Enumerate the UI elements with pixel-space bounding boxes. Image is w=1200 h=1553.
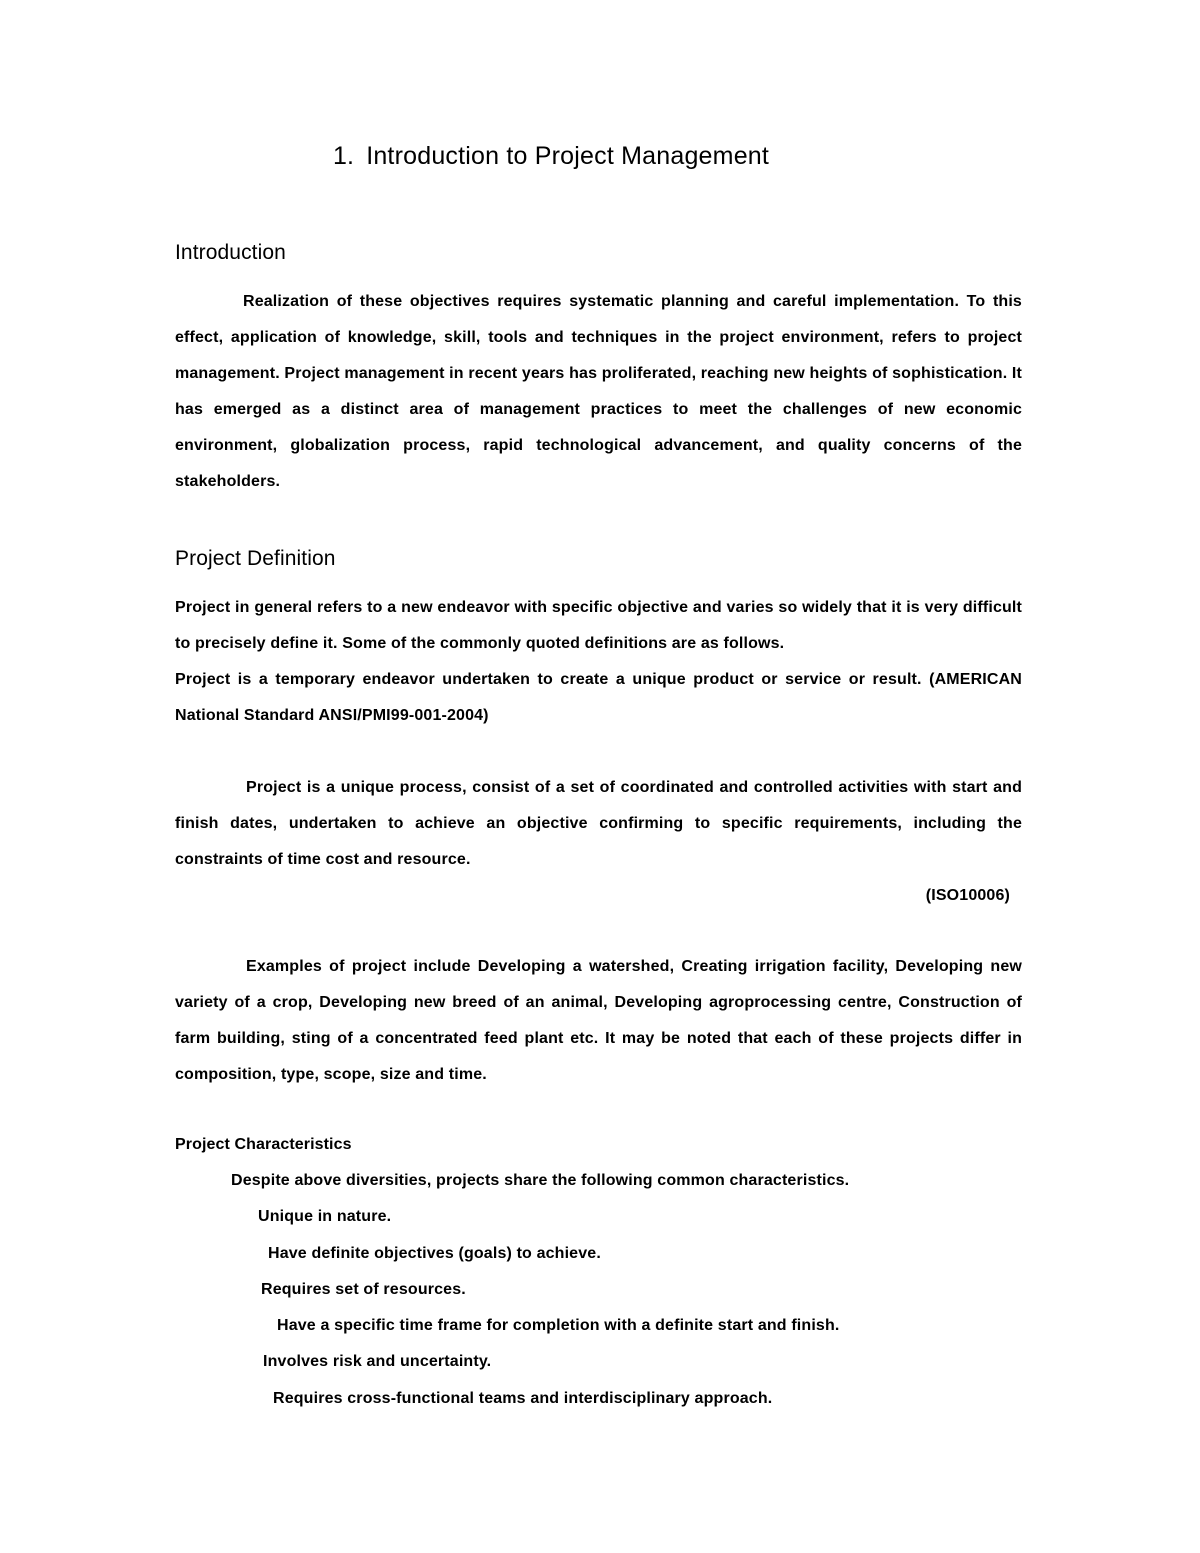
page-title (0, 142, 1102, 171)
definition-paragraph-4: Examples of project include Developing a watershed, Creating irrigation facility, Developing new variety of a crop, Developing new breed of an animal, Developing agroprocessing centre, Construction of farm building, sting of a concentrated feed plant etc. It may be noted that each of these projects differ in composition, type, scope, size and time. (175, 958, 1022, 1083)
section-heading-project-characteristics: Project Characteristics (175, 1136, 352, 1153)
list-item: Unique in nature. (258, 1208, 392, 1225)
iso-citation: (ISO10006) (925, 887, 1010, 904)
chapter-number: 1. (332, 142, 355, 170)
list-item: Requires cross-functional teams and interdisciplinary approach. (273, 1390, 773, 1407)
definition-paragraph-1: Project in general refers to a new endeavor with specific objective and varies so widely that it is very difficult to precisely define it. Some of the commonly quoted definitions are as follows. (175, 599, 1022, 652)
definition-paragraph-3: Project is a unique process, consist of a set of coordinated and controlled activities with start and finish dates, undertaken to achieve an objective confirming to specific requirements, including the constraints of time cost and resource. (175, 779, 1022, 868)
characteristics-intro: Despite above diversities, projects share the following common characteristics. (231, 1172, 850, 1189)
section-heading-introduction: Introduction (175, 241, 286, 264)
list-item: Requires set of resources. (261, 1281, 466, 1298)
chapter-title: Introduction to Project Management (366, 142, 770, 170)
list-item: Have definite objectives (goals) to achieve. (268, 1245, 601, 1262)
section-heading-project-definition: Project Definition (175, 547, 336, 570)
introduction-paragraph: Realization of these objectives requires systematic planning and careful implementation. To this effect, application of knowledge, skill, tools and techniques in the project environment, refers to project management. Project management in recent years has proliferated, reaching new heights of sophistication. It has emerged as a distinct area of management practices to meet the challenges of new economic environment, globalization process, rapid technological advancement, and quality concerns of the stakeholders. (175, 293, 1022, 490)
list-item: Involves risk and uncertainty. (263, 1353, 492, 1370)
definition-paragraph-2: Project is a temporary endeavor undertaken to create a unique product or service or result. (AMERICAN National Standard ANSI/PMI99-001-2004) (175, 671, 1022, 724)
list-item: Have a specific time frame for completion with a definite start and finish. (277, 1317, 840, 1334)
